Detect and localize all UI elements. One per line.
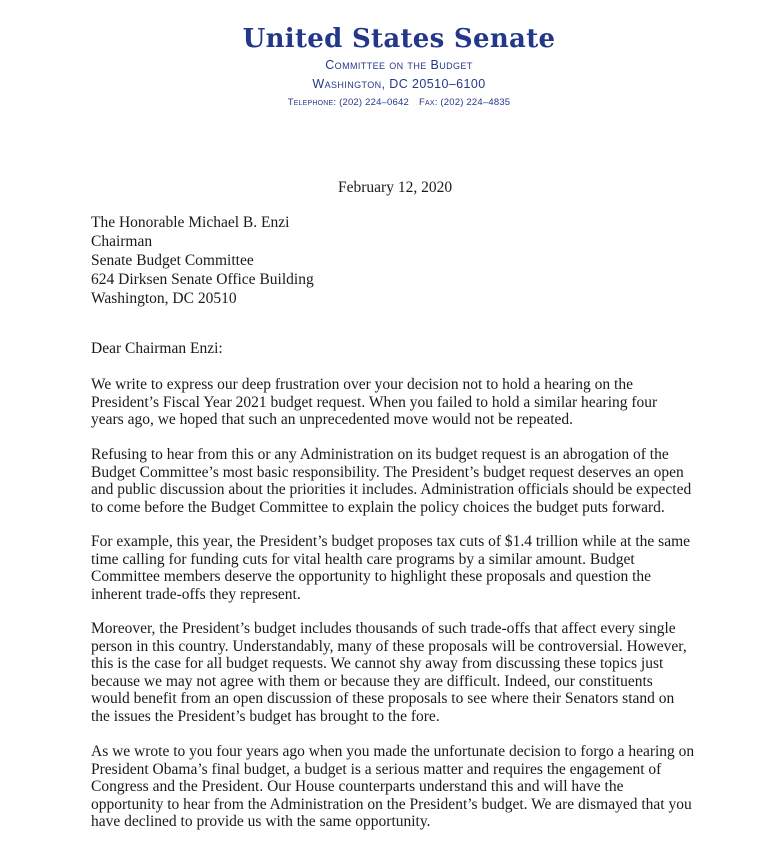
paragraph-line: As we wrote to you four years ago when you made the unfortunate decision to forgo a hearing on (91, 743, 695, 760)
letter-date: February 12, 2020 (338, 179, 453, 196)
paragraph-line: Committee members deserve the opportunity to highlight these proposals and question the (91, 568, 652, 585)
paragraph-line: Moreover, the President’s budget includes thousands of such trade-offs that affect every single (91, 620, 676, 637)
paragraph-line: time calling for funding cuts for vital health care programs by a similar amount. Budget (91, 550, 635, 568)
salutation: Dear Chairman Enzi: (91, 340, 223, 357)
body-paragraph (91, 533, 731, 603)
paragraph-line: years ago, we hoped that such an unprecedented move would not be repeated. (91, 411, 574, 428)
paragraph-line: because we may not agree with them or because they are difficult. Indeed, our constituents (91, 672, 653, 690)
address-line: 624 Dirksen Senate Office Building (91, 271, 314, 288)
paragraph-line: Congress and the President. Our House counterparts understand this and will have the (91, 778, 624, 795)
paragraph-line: Refusing to hear from this or any Administration on its budget request is an abrogation of the (91, 446, 669, 463)
paragraph-line: President Obama’s final budget, a budget is a serious matter and requires the engagement of (91, 760, 662, 778)
paragraph-line: Budget Committee’s most basic responsibility. The President’s budget request deserves an open (91, 463, 684, 481)
address-line: Chairman (91, 233, 153, 250)
paragraph-line: have declined to provide us with the same opportunity. (91, 813, 431, 830)
paragraph-line: For example, this year, the President’s budget proposes tax cuts of $1.4 trillion while at the same (91, 533, 691, 550)
address-line: The Honorable Michael B. Enzi (91, 214, 290, 231)
paragraph-line: and public discussion about the priorities it includes. Administration officials should be expected (91, 481, 692, 498)
paragraph-line: this is the case for all budget requests. We cannot shy away from discussing these topics just (91, 655, 664, 672)
paragraph-line: would benefit from an open discussion of these proposals to see where their Senators stand on (91, 690, 675, 707)
body-paragraph (91, 620, 731, 725)
letterhead-title: United States Senate (242, 24, 556, 54)
body-paragraph (91, 446, 731, 516)
paragraph-line: to come before the Budget Committee to explain the policy choices the budget puts forward. (91, 498, 665, 516)
address-line: Senate Budget Committee (91, 252, 254, 269)
paragraph-line: President’s Fiscal Year 2021 budget request. When you failed to hold a similar hearing four (91, 393, 658, 411)
letterhead-city: Washington, DC 20510–6100 (312, 77, 486, 91)
letterhead-committee: Committee on the Budget (325, 58, 473, 72)
letterhead-fax: Fax: (202) 224–4835 (418, 97, 511, 108)
paragraph-line: We write to express our deep frustration over your decision not to hold a hearing on the (91, 376, 633, 393)
letterhead-contact (0, 97, 782, 108)
address-line: Washington, DC 20510 (91, 290, 237, 307)
recipient-address (91, 213, 314, 308)
body-paragraph (91, 376, 731, 429)
body-paragraph (91, 743, 731, 831)
paragraph-line: opportunity to hear from the Administration on the President’s budget. We are dismayed that you (91, 795, 692, 813)
paragraph-line: inherent trade-offs they represent. (91, 585, 301, 603)
letterhead-telephone: Telephone: (202) 224–0642 (287, 97, 409, 108)
paragraph-line: the issues the President’s budget has brought to the fore. (91, 707, 440, 725)
paragraph-line: person in this country. Understandably, many of these proposals will be controversial. However, (91, 637, 687, 655)
